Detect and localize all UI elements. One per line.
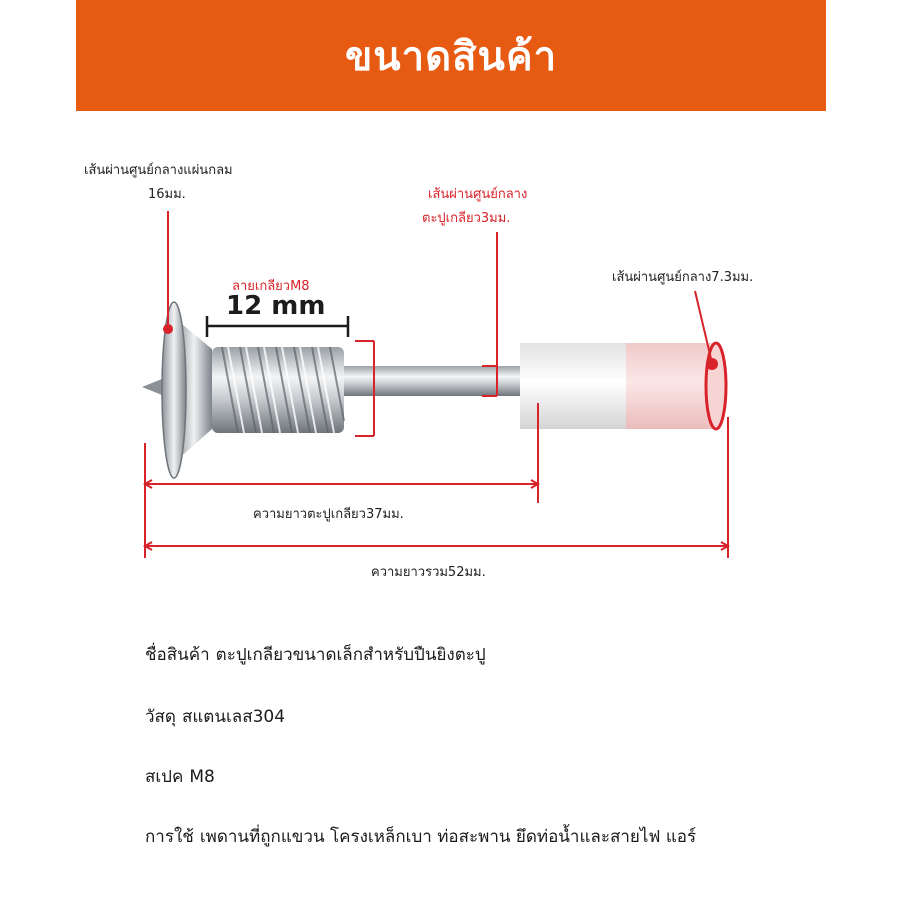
spec-usage <box>145 823 696 850</box>
head-diameter-label-line2: 16มม. <box>148 187 186 202</box>
sleeve-end <box>706 343 726 429</box>
spec-key: วัสดุ <box>145 707 176 727</box>
total-length-label: ความยาวรวม52มม. <box>371 565 486 580</box>
spec-product-name <box>145 641 486 668</box>
spec-material <box>145 703 285 730</box>
thread-type-label: ลายเกลียวM8 <box>232 279 310 294</box>
title-banner <box>76 0 826 111</box>
screw-length-label: ความยาวตะปูเกลียว37มม. <box>253 507 404 522</box>
sleeve-pink <box>626 343 718 429</box>
spec-key: สเปค <box>145 767 184 787</box>
sleeve-white <box>520 343 630 429</box>
spec-value: เพดานที่ถูกแขวน โครงเหล็กเบา ท่อสะพาน ยึดท่อน้ำและสายไฟ แอร์ <box>199 827 697 847</box>
spec-value: สแตนเลส304 <box>181 707 286 727</box>
spec-value: ตะปูเกลียวขนาดเล็กสำหรับปืนยิงตะปู <box>215 645 486 665</box>
thread-section <box>212 347 344 433</box>
shaft-diameter-label-line1: เส้นผ่านศูนย์กลาง <box>428 187 528 202</box>
product-dimension-diagram <box>0 111 903 611</box>
shaft-diameter-label-line2: ตะปูเกลียว3มม. <box>422 211 511 226</box>
banner-title: ขนาดสินค้า <box>344 33 558 80</box>
thread-length-value: 12 mm <box>226 291 326 321</box>
spec-size <box>145 763 215 790</box>
head-diameter-label-line1: เส้นผ่านศูนย์กลางแผ่นกลม <box>84 163 233 178</box>
screw-tip <box>142 379 162 395</box>
sleeve-diameter-label: เส้นผ่านศูนย์กลาง7.3มม. <box>612 270 754 285</box>
spec-value: M8 <box>189 767 215 787</box>
spec-key: ชื่อสินค้า <box>145 645 210 665</box>
spec-key: การใช้ <box>145 827 194 847</box>
